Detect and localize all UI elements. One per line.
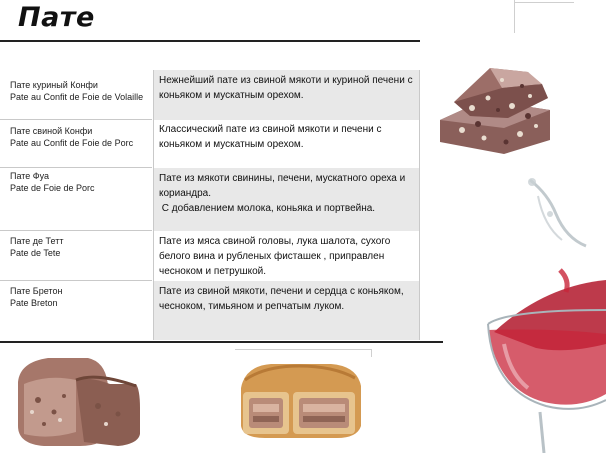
item-name-ru: Пате де Тетт xyxy=(10,236,64,246)
item-description: Пате из мяса свиной головы, лука шалота, сухого белого вина и рубленых фисташек , приправлен чесноком и петрушкой. xyxy=(159,236,391,277)
item-description: Нежнейший пате из свиной мякоти и куриной печени с коньяком и мускатным орехом. xyxy=(154,70,420,120)
table-border xyxy=(419,281,420,340)
item-description: Классический пате из свиной мякоти и печени с коньяком и мускатным орехом. xyxy=(159,124,382,150)
item-name-fr: Pate Breton xyxy=(10,298,58,308)
item-description-extra: С добавлением молока, коньяка и портвейна. xyxy=(159,203,376,214)
item-name-ru: Пате свиной Конфи xyxy=(10,126,93,136)
item-description xyxy=(154,168,420,231)
table-border xyxy=(419,120,420,168)
corner-frame-line xyxy=(514,2,574,3)
page-title: Пате xyxy=(18,2,95,33)
menu-row-tete xyxy=(0,231,420,281)
item-name xyxy=(10,170,152,194)
item-name xyxy=(10,235,152,259)
item-name-fr: Pate au Confit de Foie de Volaille xyxy=(10,92,144,102)
item-name-ru: Пате куриный Конфи xyxy=(10,80,98,90)
item-name-fr: Pate de Foie de Porc xyxy=(10,183,95,193)
table-border xyxy=(419,231,420,281)
item-description: Пате из свиной мякоти, печени и сердца с коньяком, чесноком, тимьяном и репчатым луком. xyxy=(154,281,420,340)
pate-en-croute-photo xyxy=(235,358,363,442)
title-divider xyxy=(0,40,420,42)
terrine-photo xyxy=(432,58,556,156)
menu-row-confit-volaille xyxy=(0,70,420,120)
table-bottom-divider xyxy=(0,341,443,343)
menu-row-confit-porc xyxy=(0,120,420,168)
item-name-fr: Pate au Confit de Foie de Porc xyxy=(10,138,134,148)
corner-frame-line xyxy=(514,0,515,33)
photo-frame-line xyxy=(371,349,372,357)
item-name xyxy=(10,285,152,309)
item-description-main: Пате из мякоти свинины, печени, мускатного ореха и кориандра. xyxy=(159,173,406,199)
item-name-ru: Пате Фуа xyxy=(10,171,50,181)
table-border xyxy=(419,168,420,231)
pate-menu-table xyxy=(0,70,420,340)
table-border xyxy=(419,70,420,120)
menu-row-breton xyxy=(0,281,420,340)
item-name xyxy=(10,79,152,103)
red-wine-glass-photo xyxy=(480,174,606,453)
item-name-fr: Pate de Tete xyxy=(10,248,61,258)
item-name xyxy=(10,125,152,149)
item-name-ru: Пате Бретон xyxy=(10,286,63,296)
menu-row-foie-porc xyxy=(0,168,420,231)
photo-frame-line xyxy=(235,349,372,350)
pate-rustique-photo xyxy=(14,350,140,450)
